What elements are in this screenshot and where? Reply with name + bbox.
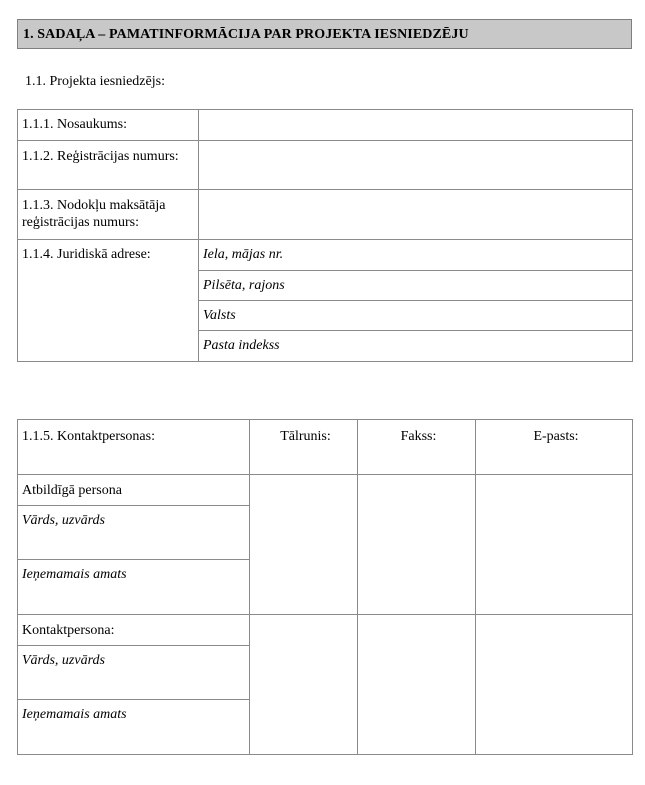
contact-name-field[interactable]: Vārds, uzvārds <box>18 646 250 700</box>
responsible-person-label: Atbildīgā persona <box>18 475 250 506</box>
subsection-title: 1.1. Projekta iesniedzējs: <box>25 74 165 89</box>
reg-number-label: 1.1.2. Reģistrācijas numurs: <box>18 141 199 190</box>
contact-phone-cell[interactable] <box>250 615 358 755</box>
section-title: 1. SADAĻA – PAMATINFORMĀCIJA PAR PROJEKTA IESNIEDZĒJU <box>17 19 632 49</box>
responsible-email-cell[interactable] <box>476 475 633 615</box>
address-city-field[interactable]: Pilsēta, rajons <box>199 271 633 301</box>
contact-fax-cell[interactable] <box>358 615 476 755</box>
reg-number-value[interactable] <box>199 141 633 190</box>
address-postcode-field[interactable]: Pasta indekss <box>199 331 633 362</box>
applicant-table <box>17 109 633 362</box>
contacts-header-label: 1.1.5. Kontaktpersonas: <box>18 420 250 475</box>
contact-email-cell[interactable] <box>476 615 633 755</box>
responsible-name-field[interactable]: Vārds, uzvārds <box>18 506 250 560</box>
address-street-field[interactable]: Iela, mājas nr. <box>199 240 633 271</box>
responsible-position-field[interactable]: Ieņemamais amats <box>18 560 250 615</box>
tax-number-value[interactable] <box>199 190 633 240</box>
responsible-phone-cell[interactable] <box>250 475 358 615</box>
name-value[interactable] <box>199 110 633 141</box>
phone-column-header: Tālrunis: <box>250 420 358 475</box>
contact-person-label: Kontaktpersona: <box>18 615 250 646</box>
tax-number-label: 1.1.3. Nodokļu maksātāja reģistrācijas numurs: <box>18 190 199 240</box>
responsible-fax-cell[interactable] <box>358 475 476 615</box>
email-column-header: E-pasts: <box>476 420 633 475</box>
contact-position-field[interactable]: Ieņemamais amats <box>18 700 250 755</box>
address-label: 1.1.4. Juridiskā adrese: <box>18 240 199 362</box>
name-label: 1.1.1. Nosaukums: <box>18 110 199 141</box>
fax-column-header: Fakss: <box>358 420 476 475</box>
address-country-field[interactable]: Valsts <box>199 301 633 331</box>
contacts-table <box>17 419 633 755</box>
